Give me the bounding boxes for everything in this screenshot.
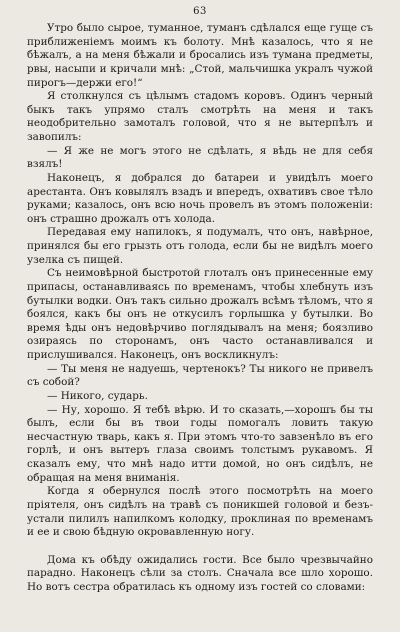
paragraph: Дома къ обѣду ожидались гости. Все было чрезвычайно парадно. Наконецъ сѣли за столъ. Сначала все шло хорошо. Но вотъ сестра обратилась къ одному изъ гостей со словами: bbox=[27, 553, 373, 593]
paragraph: Съ неимовѣрной быстротой глоталъ онъ принесенные ему припасы, останавливаясь по временамъ, чтобы хлебнуть изъ бутылки водки. Онъ такъ сильно дрожалъ всѣмъ тѣломъ, что я боялся, какъ бы онъ не откусилъ горлышка у бутылки. Во время ѣды онъ недовѣрчиво поглядывалъ на меня; боязливо озираясь по сторонамъ, онъ часто останавливался и прислушивался. Наконецъ, онъ воскликнулъ: bbox=[27, 267, 373, 361]
paragraph: Передавая ему напилокъ, я подумалъ, что онъ, навѣрное, принялся бы его грызть отъ голода, если бы не видѣлъ моего узелка съ пищей. bbox=[27, 226, 373, 266]
paragraph: — Ну, хорошо. Я тебѣ вѣрю. И то сказать,—хорошъ бы ты былъ, если бы въ твои годы помогалъ ловить такую несчастную тварь, какъ я. При этомъ что-то завзенѣло въ его горлѣ, и онъ вытеръ глаза своимъ толстымъ рукавомъ. Я сказалъ ему, что мнѣ надо итти домой, но онъ сидѣлъ, не обращая на меня вниманія. bbox=[27, 403, 373, 484]
body-text bbox=[27, 22, 373, 595]
paragraph: Когда я обернулся послѣ этого посмотрѣть на моего пріятеля, онъ сидѣлъ на травѣ съ поникшей головой и безъ-устали пилилъ напилкомъ колодку, проклиная по временамъ и ее и свою бѣдную окровавленную ногу. bbox=[27, 485, 373, 539]
paragraph: Я столкнулся съ цѣлымъ стадомъ коровъ. Одинъ черный быкъ такъ упрямо сталъ смотрѣть на меня и такъ неодобрительно замоталъ головой, что я не вытерпѣлъ и завопилъ: bbox=[27, 90, 373, 143]
page-number: 63 bbox=[193, 6, 207, 17]
paragraph: — Ты меня не надуешь, чертенокъ? Ты никого не привелъ съ собой? bbox=[27, 362, 373, 389]
paragraph: — Никого, сударь. bbox=[47, 389, 148, 402]
paragraph: — Я же не могъ этого не сдѣлать, я вѣдь не для себя взялъ! bbox=[27, 144, 373, 171]
paragraph: Утро было сырое, туманное, туманъ сдѣлался еще гуще съ приближеніемъ моимъ къ болоту. Мнѣ казалось, что я не бѣжалъ, а на меня бѣжали и бросались изъ тумана предметы, рвы, насыпи и кричали мнѣ: „Стой, мальчишка укралъ чужой пирогъ—держи его!“ bbox=[27, 22, 373, 89]
paragraph: Наконецъ, я добрался до батареи и увидѣлъ моего арестанта. Онъ ковылялъ взадъ и впередъ, охвативъ свое тѣло руками; казалось, онъ всю ночь провелъ въ этомъ положеніи: онъ страшно дрожалъ отъ холода. bbox=[27, 171, 373, 225]
